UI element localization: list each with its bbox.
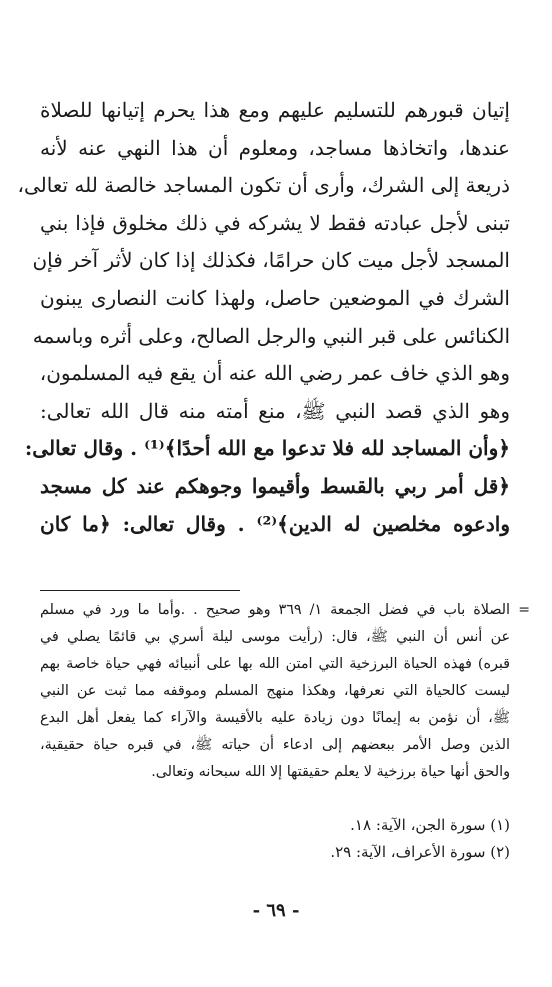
footnote-references xyxy=(330,812,510,866)
quran-verse-line: وادعوه مخلصين له الدين﴾⁽²⁾ . وقال تعالى: ﴿ما كان xyxy=(40,511,510,536)
footnote-ref-2: (٢) سورة الأعراف، الآية: ٢٩. xyxy=(330,843,510,861)
footnote-line: ليست كالحياة التي نعرفها، وهكذا منهج المسلم وموقفه مما ثبت عن النبي xyxy=(40,683,511,699)
quran-verse-line: ﴿وأن المساجد لله فلا تدعوا مع الله أحدًا﴾⁽¹⁾ . وقال تعالى: xyxy=(24,436,510,461)
footnote-continuation-marker: = xyxy=(518,602,530,618)
page-number: - ٦٩ - xyxy=(252,900,300,921)
main-text-line: ذريعة إلى الشرك، وأرى أن تكون المساجد خالصة لله تعالى، xyxy=(17,173,510,198)
footnote-line: ﷺ، أن نؤمن به إيمانًا دون زيادة عليه بالأقيسة والآراء كما يفعل أهل البدع xyxy=(40,710,510,726)
footnote-separator xyxy=(40,590,240,591)
main-text-line: تبنى لأجل عبادته فقط لا يشركه في ذلك مخلوق فإذا بني xyxy=(40,210,510,235)
footnote-line: عن أنس أن النبي ﷺ، قال: (رأيت موسى ليلة أسري بي قائمًا يصلي في xyxy=(40,629,510,645)
quran-verse-line: ﴿قل أمر ربي بالقسط وأقيموا وجوهكم عند كل مسجد xyxy=(40,473,510,498)
main-text-line: عندها، واتخاذها مساجد، ومعلوم أن هذا النهي عنه لأنه xyxy=(40,135,510,160)
main-text-line: وهو الذي خاف عمر رضي الله عنه أن يقع فيه المسلمون، xyxy=(39,361,510,386)
main-text-line: الكنائس على قبر النبي والرجل الصالح، وعلى أثره وباسمه xyxy=(32,323,510,348)
main-text-line: وهو الذي قصد النبي ﷺ، منع أمته منه قال الله تعالى: xyxy=(40,398,510,423)
footnote-line: الصلاة باب في فضل الجمعة ١/ ٣٦٩ وهو صحيح . .وأما ما ورد في مسلم xyxy=(40,602,510,618)
footnote-line: والحق أنها حياة برزخية لا يعلم حقيقتها إلا الله سبحانه وتعالى. xyxy=(151,764,510,780)
main-text-line: إتيان قبورهم للتسليم عليهم ومع هذا يحرم إتيانها للصلاة xyxy=(40,98,510,122)
main-text-line: الشرك في الموضعين حاصل، ولهذا كانت النصارى يبنون xyxy=(40,285,510,310)
footnote-line: الذين وصل الأمر ببعضهم إلى ادعاء أن حياته ﷺ، في قبره حياة حقيقية، xyxy=(40,737,510,753)
main-text-block xyxy=(17,92,510,543)
footnotes-block xyxy=(40,597,530,786)
footnote-line: قبره) فهذه الحياة البرزخية التي امتن الله بها على أنبيائه فهي حياة خاصة بهم xyxy=(40,656,510,672)
main-text-line: المسجد لأجل ميت كان حرامًا، فكذلك إذا كان لأثر آخر فإن xyxy=(32,248,510,273)
footnote-ref-1: (١) سورة الجن، الآية: ١٨. xyxy=(350,816,510,834)
